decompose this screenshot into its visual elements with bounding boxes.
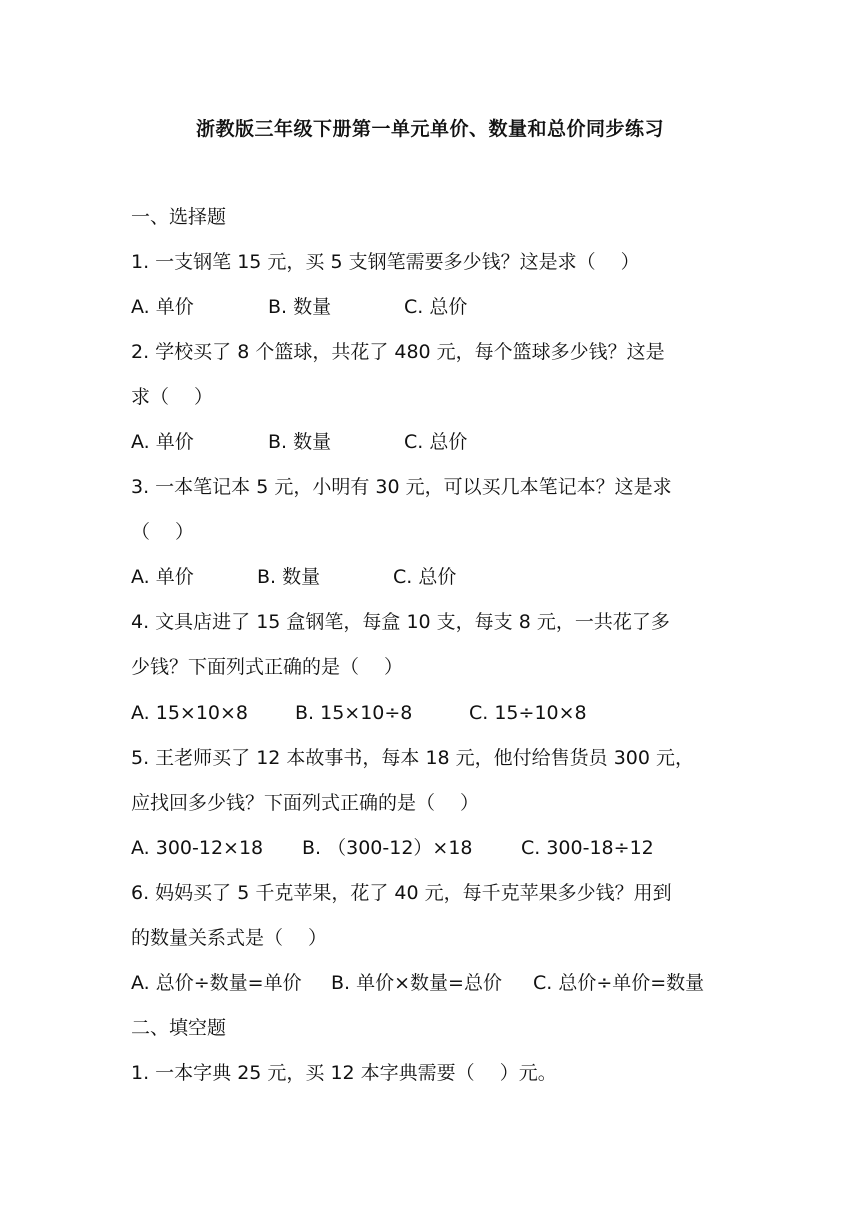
question-1-option-c: C. 总价 [404, 296, 468, 318]
question-5-stem-line-1: 5. 王老师买了 12 本故事书，每本 18 元，他付给售货员 300 元， [131, 747, 695, 769]
question-5-option-c: C. 300-18÷12 [521, 837, 654, 859]
question-6-stem-line-2: 的数量关系式是（ ） [131, 927, 328, 949]
question-3-option-c: C. 总价 [393, 566, 457, 588]
question-2-option-a: A. 单价 [131, 431, 194, 453]
question-4-stem-line-2: 少钱？下面列式正确的是（ ） [131, 656, 404, 678]
section-heading-fill-in: 二、填空题 [131, 1017, 227, 1039]
question-6-stem-line-1: 6. 妈妈买了 5 千克苹果，花了 40 元，每千克苹果多少钱？用到 [131, 882, 672, 904]
question-6-option-c: C. 总价÷单价=数量 [533, 972, 705, 994]
question-3-option-b: B. 数量 [257, 566, 321, 588]
question-3-option-a: A. 单价 [131, 566, 194, 588]
question-2-stem-line-2: 求（ ） [131, 386, 214, 408]
question-2-option-c: C. 总价 [404, 431, 468, 453]
question-1-option-a: A. 单价 [131, 296, 194, 318]
question-5-stem-line-2: 应找回多少钱？下面列式正确的是（ ） [131, 792, 480, 814]
question-6-option-a: A. 总价÷数量=单价 [131, 972, 302, 994]
fill-in-question-1: 1. 一本字典 25 元，买 12 本字典需要（ ）元。 [131, 1062, 557, 1084]
question-4-option-a: A. 15×10×8 [131, 702, 249, 724]
question-5-option-a: A. 300-12×18 [131, 837, 264, 859]
question-4-option-c: C. 15÷10×8 [469, 702, 587, 724]
question-2-option-b: B. 数量 [268, 431, 332, 453]
question-2-stem-line-1: 2. 学校买了 8 个篮球，共花了 480 元，每个篮球多少钱？这是 [131, 341, 665, 363]
section-heading-choice: 一、选择题 [131, 206, 227, 228]
question-3-stem-line-1: 3. 一本笔记本 5 元，小明有 30 元，可以买几本笔记本？这是求 [131, 476, 672, 498]
question-6-option-b: B. 单价×数量=总价 [331, 972, 502, 994]
question-4-option-b: B. 15×10÷8 [295, 702, 413, 724]
question-3-stem-line-2: （ ） [131, 521, 195, 543]
question-4-stem-line-1: 4. 文具店进了 15 盒钢笔，每盒 10 支，每支 8 元，一共花了多 [131, 611, 670, 633]
document-title: 浙教版三年级下册第一单元单价、数量和总价同步练习 [195, 118, 664, 140]
question-1-option-b: B. 数量 [268, 296, 332, 318]
question-1-stem: 1. 一支钢笔 15 元，买 5 支钢笔需要多少钱？这是求（ ） [131, 251, 640, 273]
question-5-option-b: B. （300-12）×18 [302, 837, 473, 859]
